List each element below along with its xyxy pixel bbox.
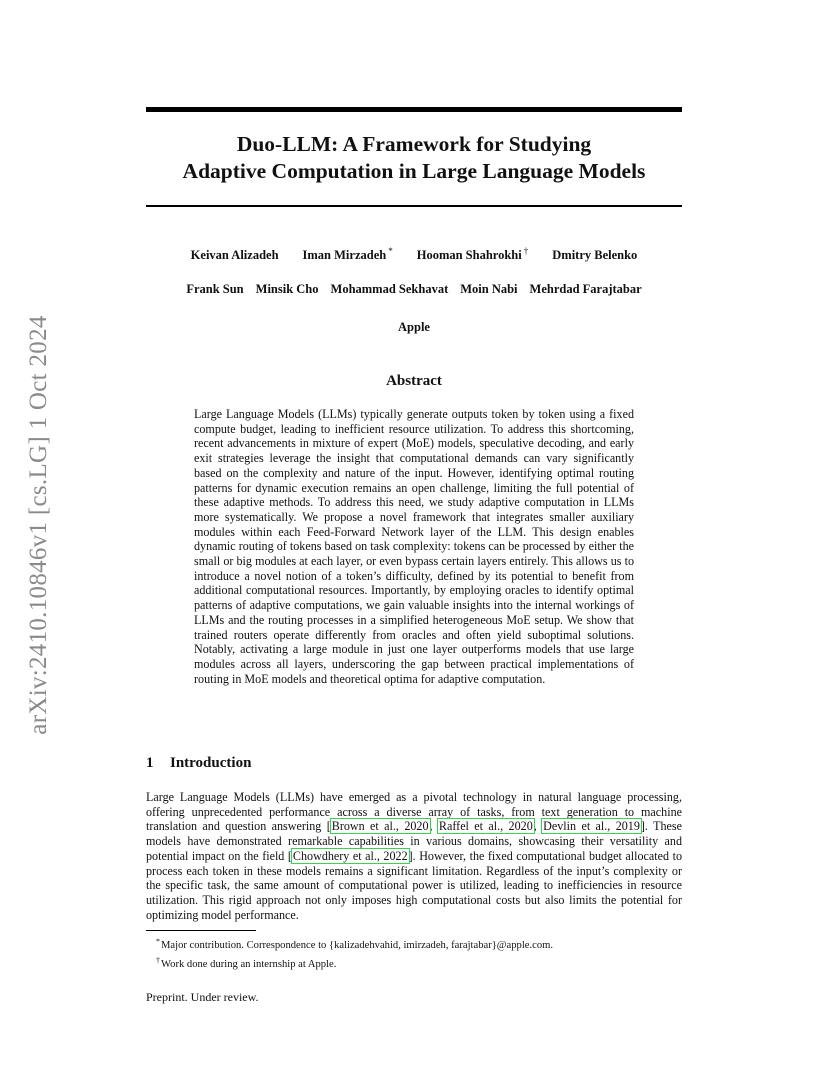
title-top-rule (146, 107, 682, 112)
author-name: Mohammad Sekhavat (330, 282, 449, 296)
author-name-text: Dmitry Belenko (552, 248, 638, 262)
arxiv-identifier-text: arXiv:2410.10846v1 [cs.LG] 1 Oct 2024 (25, 315, 52, 735)
footnotes (156, 935, 553, 972)
citation-link[interactable]: Raffel et al., 2020 (438, 819, 533, 834)
intro-text-c: ]. However, the fixed computational budget allocated to process each token in these models remains a significant limitation. Regardless of the input’s complexity or the specific task, the same amount of computational power is utilized, leading to inefficiencies in resource utilization. This rigid approach not only imposes high computational costs but also limits the potential for optimizing model performance. (146, 848, 682, 922)
title-line-1: Duo-LLM: A Framework for Studying (236, 132, 592, 156)
author-name (191, 247, 279, 263)
author-row-1 (146, 243, 682, 263)
author-name (552, 247, 637, 263)
author-name (417, 243, 529, 263)
author-name-text: Iman Mirzadeh (302, 248, 387, 262)
paper-title (146, 131, 682, 185)
citation-link[interactable]: Brown et al., 2020 (331, 819, 429, 834)
abstract-text: Large Language Models (LLMs) typically generate outputs token by token using a fixed compute budget, leading to inefficient resource utilization. To address this shortcoming, recent advancements in mixture of expert (MoE) models, speculative decoding, and early exit strategies leverage the insight that computational demands can vary significantly based on the complexity and nature of the input. However, identifying optimal routing patterns for dynamic execution remains an open challenge, limiting the full potential of these adaptive methods. To address this need, we study adaptive computation in LLMs more systematically. We propose a novel framework that integrates smaller auxiliary modules within each Feed-Forward Network layer of the LLM. This design enables dynamic routing of tokens based on task complexity: tokens can be processed by either the small or big modules at each layer, or even bypass certain layers entirely. This allows us to introduce a novel notion of a token’s difficulty, defined by its potential to benefit from additional computational resources. Importantly, by employing oracles to identify optimal patterns of adaptive computations, we gain valuable insights into the internal workings of LLMs and the routing processes in a simplified heterogeneous MoE setup. We show that trained routers operate differently from oracles and often yield suboptimal solutions. Notably, activating a large module in just one layer outperforms models that use large modules across all layers, underscoring the gap between practical implementations of routing in MoE models and theoretical optima for adaptive computation. (194, 407, 634, 686)
author-name: Moin Nabi (460, 282, 518, 296)
author-name: Minsik Cho (255, 282, 319, 296)
title-line-2: Adaptive Computation in Large Language Models (182, 159, 646, 183)
arxiv-identifier (22, 295, 56, 755)
section-heading-introduction (146, 755, 251, 772)
footnote (156, 954, 553, 973)
section-number: 1 (146, 755, 154, 771)
citation-link[interactable]: Chowdhery et al., 2022 (292, 848, 408, 863)
abstract-heading: Abstract (386, 373, 442, 389)
footnote-mark: * (156, 937, 160, 946)
author-name (303, 243, 393, 263)
footnote-text: Work done during an internship at Apple. (161, 958, 337, 970)
intro-text-a: Large Language Models (LLMs) have emerged as a pivotal technology in natural language processing, offering unprecedented performance across a diverse array of tasks, from text generation to machine translation and question answering [ (146, 790, 682, 834)
author-mark: † (523, 246, 529, 256)
author-name-text: Keivan Alizadeh (190, 248, 279, 262)
citation-link[interactable]: Devlin et al., 2019 (543, 819, 640, 834)
section-title: Introduction (170, 755, 252, 771)
footnote (156, 935, 553, 954)
footnote-mark: † (156, 955, 160, 965)
affiliation: Apple (398, 320, 430, 334)
intro-text-b: ]. These models have demonstrated remarkable capabilities in various domains, showcasing their versatility and potential impact on the field [ (146, 819, 682, 863)
footnote-text: Major contribution. Correspondence to {kalizadehvahid, imirzadeh, farajtabar}@apple.com. (161, 940, 554, 951)
footnote-rule (146, 930, 256, 931)
preprint-notice: Preprint. Under review. (146, 990, 259, 1004)
author-name: Frank Sun (186, 282, 244, 296)
author-name: Mehrdad Farajtabar (529, 282, 642, 296)
author-row-2 (146, 281, 682, 297)
title-bottom-rule (146, 205, 682, 207)
introduction-paragraph: Large Language Models (LLMs) have emerged as a pivotal technology in natural language processing, offering unprecedented performance across a diverse array of tasks, from text generation to machine translation and question answering [Brown et al., 2020, Raffel et al., 2020, Devlin et al., 2019]. These models have demonstrated remarkable capabilities in various domains, showcasing their versatility and potential impact on the field [Chowdhery et al., 2022]. However, the fixed computational budget allocated to process each token in these models remains a significant limitation. Regardless of the input’s complexity or the specific task, the same amount of computational power is utilized, leading to inefficiencies in resource utilization. This rigid approach not only imposes high computational costs but also limits the potential for optimizing model performance. (146, 790, 682, 922)
author-mark: * (388, 246, 393, 256)
author-name-text: Hooman Shahrokhi (416, 248, 522, 262)
